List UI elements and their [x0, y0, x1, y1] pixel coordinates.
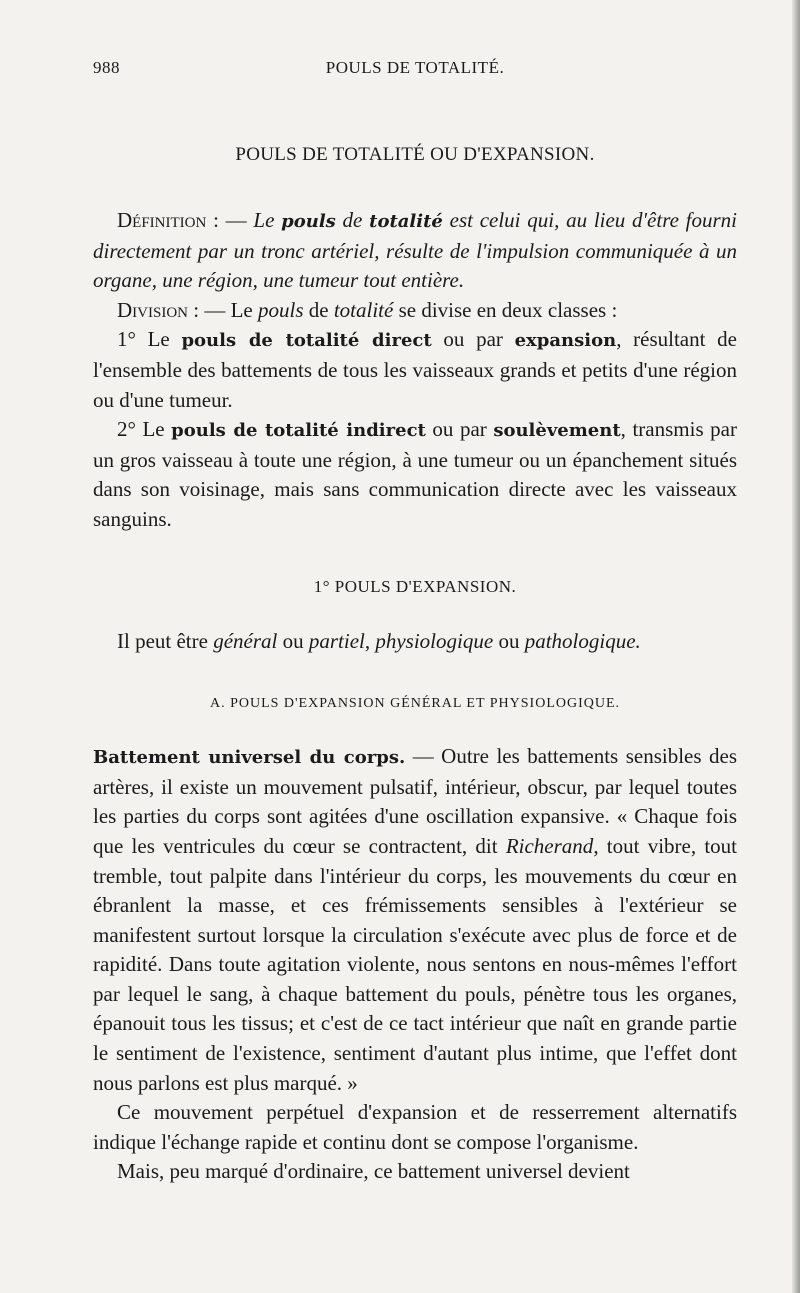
running-head-title: POULS DE TOTALITÉ.	[325, 58, 505, 77]
division-text-2: de	[303, 297, 334, 322]
mais-paragraph: Mais, peu marqué d'ordinaire, ce battement universel devient	[117, 1159, 630, 1184]
battement-text-2: , tout vibre, tout tremble, tout palpite dans l'intérieur du corps, les mouvements du cœur en ébranlent la masse, et ces frémissements sensibles à l'extérieur se manifestent surtout lorsque la circulation s'exécute avec plus de force et de rapidité. Dans toute agitation violente, nous sentons en nous-mêmes l'effort par lequel le sang, à chaque battement du pouls, pénètre tous les organes, épanouit tous les tissus; et c'est de ce tact intérieur que naît en grande partie le sentiment de l'existence, sentiment d'autant plus intime, que l'effet dont nous parlons est plus marqué. »	[93, 833, 737, 1095]
class-1-number: 1° Le	[117, 327, 182, 352]
battement-italic-richerand: Richerand	[505, 833, 594, 858]
battement-text-1: — Outre les battements sensibles des artères, il existe un mouvement pulsatif, intérieur, obscur, par lequel toutes les parties du corps sont agitées d'une oscillation expansive. « Chaque fois que les ventricules du cœur se contractent, dit	[93, 744, 737, 858]
class-2-bold-term: pouls de totalité indirect	[171, 420, 426, 442]
definition-text-3: est celui qui, au lieu d'être fourni directement par un tronc artériel, résulte de l'impulsion communiquée à un organe, une région, une tumeur tout entière.	[93, 208, 737, 293]
class-1-bold-expansion: expansion	[514, 330, 617, 352]
definition-sep: : —	[206, 208, 254, 232]
class-2-bold-soulevement: soulèvement	[493, 420, 621, 442]
class-2-text-3: , transmis par un gros vaisseau à toute une région, à une tumeur ou un épanchement situés dans son voisinage, mais sans communication directe avec les vaisseaux sanguins.	[93, 417, 737, 531]
definition-text-1: Le	[253, 208, 282, 232]
section-title: POULS DE TOTALITÉ OU D'EXPANSION.	[235, 144, 595, 165]
expansion-types-paragraph	[93, 627, 737, 657]
division-text-3: se divise en deux classes :	[393, 297, 618, 322]
class-1-paragraph	[93, 325, 737, 415]
expansion-italic-pathologique: pathologique.	[524, 628, 641, 653]
definition-text-2: de	[335, 208, 370, 232]
class-1-text-2: ou par	[431, 327, 515, 352]
mouvement-paragraph: Ce mouvement perpétuel d'expansion et de resserrement alternatifs indique l'échange rapide et continu dont se compose l'organisme.	[93, 1100, 737, 1154]
page-edge-shadow	[792, 0, 800, 1293]
expansion-text-2: ou	[277, 628, 309, 653]
class-1-text-3: , résultant de l'ensemble des battements de tous les vaisseaux grands et petits d'une région ou d'une tumeur.	[93, 327, 737, 412]
division-italic-totalite: totalité	[333, 297, 394, 322]
definition-label: Définition	[117, 208, 207, 232]
division-sep: : — Le	[188, 297, 258, 322]
class-2-number: 2° Le	[117, 417, 172, 442]
division-label: Division	[117, 297, 188, 322]
subsection-heading-a: A. POULS D'EXPANSION GÉNÉRAL ET PHYSIOLOGIQUE.	[209, 696, 621, 712]
class-2-paragraph	[93, 415, 737, 534]
division-paragraph	[93, 296, 737, 326]
definition-bold-totalite: totalité	[369, 211, 443, 232]
division-italic-pouls: pouls	[257, 297, 304, 322]
running-head	[93, 50, 737, 90]
class-2-text-2: ou par	[425, 417, 494, 442]
page-number: 988	[93, 58, 120, 77]
book-page	[93, 50, 737, 1187]
expansion-italic-general: général	[213, 628, 278, 653]
subsection-heading-1: 1° POULS D'EXPANSION.	[313, 576, 517, 596]
expansion-italic-partiel: partiel, physiologique	[308, 628, 494, 653]
battement-bold-heading: Battement universel du corps.	[93, 747, 406, 769]
class-1-bold-term: pouls de totalité direct	[181, 330, 432, 352]
expansion-text-1: Il peut être	[117, 628, 214, 653]
definition-paragraph	[93, 206, 737, 296]
battement-paragraph	[93, 742, 737, 1098]
definition-bold-pouls: pouls	[281, 211, 336, 232]
expansion-text-3: ou	[493, 628, 525, 653]
